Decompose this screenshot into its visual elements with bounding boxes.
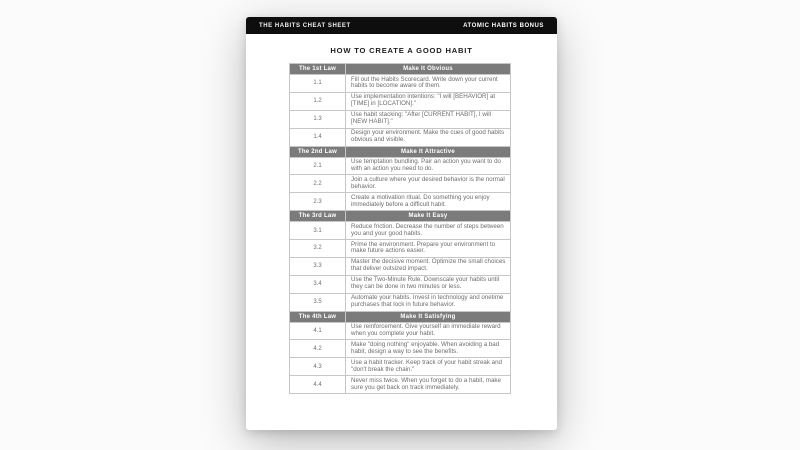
habit-number: 2.1 xyxy=(290,157,346,175)
habit-number: 4.2 xyxy=(290,340,346,358)
habit-description: Make "doing nothing" enjoyable. When avoiding a bad habit, design a way to see the benefits. xyxy=(346,340,511,358)
habit-number: 3.5 xyxy=(290,293,346,311)
page-title: HOW TO CREATE A GOOD HABIT xyxy=(330,46,473,55)
law-header-row xyxy=(290,64,511,75)
habit-row xyxy=(290,376,511,394)
habit-row xyxy=(290,222,511,240)
law-header-row xyxy=(290,146,511,157)
habit-number: 3.4 xyxy=(290,275,346,293)
law-label: The 4th Law xyxy=(290,311,346,322)
habit-row xyxy=(290,128,511,146)
habit-row xyxy=(290,175,511,193)
habit-description: Automate your habits. Invest in technology and onetime purchases that lock in future behavior. xyxy=(346,293,511,311)
habit-number: 3.1 xyxy=(290,222,346,240)
principle-label: Make It Obvious xyxy=(346,64,511,75)
habit-row xyxy=(290,92,511,110)
habit-description: Use habit stacking: "After [CURRENT HABIT], I will [NEW HABIT]." xyxy=(346,110,511,128)
habit-row xyxy=(290,110,511,128)
document-page xyxy=(246,17,557,430)
habit-description: Never miss twice. When you forget to do a habit, make sure you get back on track immediately. xyxy=(346,376,511,394)
habit-number: 2.2 xyxy=(290,175,346,193)
habit-description: Use temptation bundling. Pair an action you want to do with an action you need to do. xyxy=(346,157,511,175)
habit-row xyxy=(290,257,511,275)
habit-description: Fill out the Habits Scorecard. Write down your current habits to become aware of them. xyxy=(346,75,511,93)
habit-row xyxy=(290,240,511,258)
habit-number: 3.2 xyxy=(290,240,346,258)
habit-description: Use the Two-Minute Rule. Downscale your habits until they can be done in two minutes or less. xyxy=(346,275,511,293)
habit-description: Use implementation intentions: "I will [BEHAVIOR] at [TIME] in [LOCATION]." xyxy=(346,92,511,110)
habit-row xyxy=(290,75,511,93)
law-label: The 3rd Law xyxy=(290,211,346,222)
habit-number: 4.4 xyxy=(290,376,346,394)
habit-row xyxy=(290,358,511,376)
law-label: The 2nd Law xyxy=(290,146,346,157)
habits-table xyxy=(289,63,511,394)
topbar-right-title: ATOMIC HABITS BONUS xyxy=(463,22,544,29)
habit-description: Design your environment. Make the cues of good habits obvious and visible. xyxy=(346,128,511,146)
habit-description: Prime the environment. Prepare your environment to make future actions easier. xyxy=(346,240,511,258)
habit-row xyxy=(290,157,511,175)
habit-number: 1.4 xyxy=(290,128,346,146)
law-label: The 1st Law xyxy=(290,64,346,75)
habit-row xyxy=(290,322,511,340)
habit-row xyxy=(290,193,511,211)
habit-description: Use reinforcement. Give yourself an immediate reward when you complete your habit. xyxy=(346,322,511,340)
habit-description: Reduce friction. Decrease the number of steps between you and your good habits. xyxy=(346,222,511,240)
habit-number: 3.3 xyxy=(290,257,346,275)
habit-description: Master the decisive moment. Optimize the small choices that deliver outsized impact. xyxy=(346,257,511,275)
habit-number: 4.3 xyxy=(290,358,346,376)
habit-row xyxy=(290,340,511,358)
habit-description: Join a culture where your desired behavior is the normal behavior. xyxy=(346,175,511,193)
principle-label: Make It Easy xyxy=(346,211,511,222)
document-topbar xyxy=(246,17,557,34)
habit-number: 4.1 xyxy=(290,322,346,340)
habit-number: 2.3 xyxy=(290,193,346,211)
principle-label: Make It Attractive xyxy=(346,146,511,157)
habit-number: 1.3 xyxy=(290,110,346,128)
law-header-row xyxy=(290,211,511,222)
law-header-row xyxy=(290,311,511,322)
topbar-left-title: THE HABITS CHEAT SHEET xyxy=(259,22,351,29)
habit-description: Use a habit tracker. Keep track of your habit streak and "don't break the chain." xyxy=(346,358,511,376)
habit-description: Create a motivation ritual. Do something you enjoy immediately before a difficult habit. xyxy=(346,193,511,211)
habit-row xyxy=(290,293,511,311)
habit-number: 1.1 xyxy=(290,75,346,93)
habit-row xyxy=(290,275,511,293)
principle-label: Make It Satisfying xyxy=(346,311,511,322)
habit-number: 1.2 xyxy=(290,92,346,110)
